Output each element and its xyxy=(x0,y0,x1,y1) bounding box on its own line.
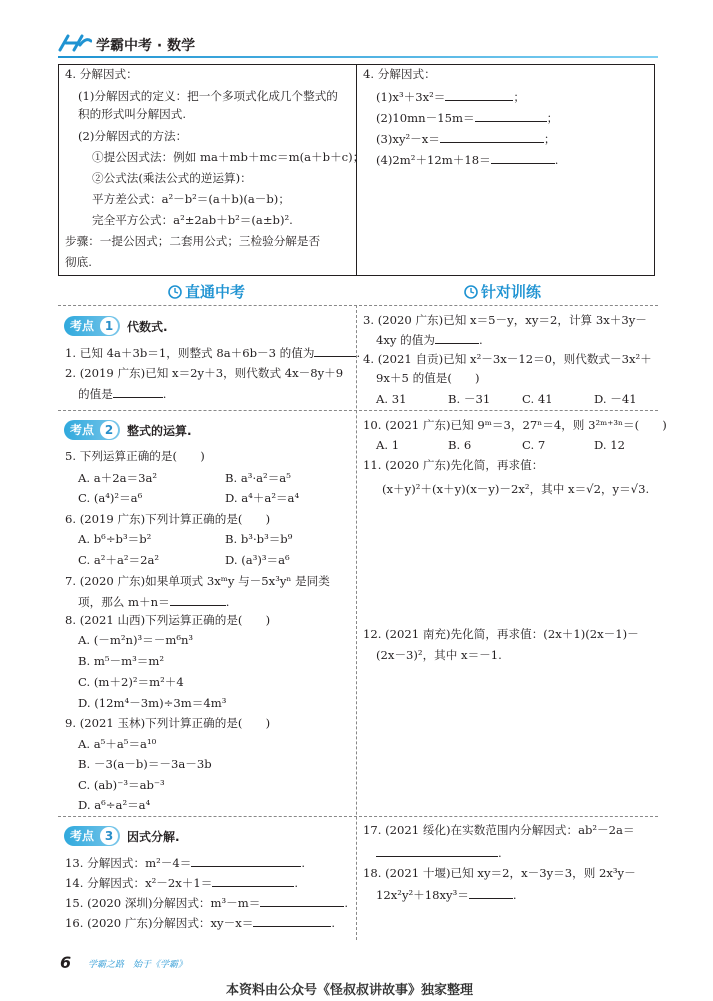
kaodian-badge-2: 考点 2 xyxy=(64,420,120,440)
kaodian-title-2: 整式的运算. xyxy=(127,424,192,438)
q2-line1: 2. (2019 广东)已知 x＝2y＋3，则代数式 4x－8y＋9 xyxy=(65,366,344,380)
sum-left-0: 4. 分解因式： xyxy=(65,67,138,81)
q12-line1: 12. (2021 南充)先化简，再求值：(2x＋1)(2x－1)－ xyxy=(363,627,639,641)
q10-b: B. 6 xyxy=(448,438,472,452)
divider-h2 xyxy=(58,816,658,817)
q17-line2: . xyxy=(376,845,502,861)
q16: 16. (2020 广东)分解因式：xy－x＝ . xyxy=(65,916,336,930)
header-rule xyxy=(58,56,658,58)
sum-left-5: ②公式法(乘法公式的逆运算)： xyxy=(92,171,252,185)
q6-b: B. b³·b³＝b⁹ xyxy=(225,532,293,546)
header-logo xyxy=(58,33,92,53)
sum-left-7: 完全平方公式：a²±2ab＋b²＝(a±b)². xyxy=(92,213,293,227)
q9-b: B. －3(a－b)＝－3a－3b xyxy=(78,757,212,771)
section-left-icon xyxy=(168,284,182,303)
sum-right-2: (2)10mn－15m＝ ； xyxy=(376,111,559,125)
sum-left-2: 积的形式叫分解因式. xyxy=(78,107,187,121)
sum-right-4: (4)2m²＋12m＋18＝ . xyxy=(376,153,559,167)
q14: 14. 分解因式：x²－2x＋1＝ . xyxy=(65,876,299,890)
divider-v xyxy=(356,305,357,940)
q8-b: B. m⁵－m³＝m² xyxy=(78,654,165,668)
logo-icon xyxy=(58,33,92,53)
q4-choice-b: B. －31 xyxy=(448,392,491,406)
q17-line1: 17. (2021 绥化)在实数范围内分解因式：ab²－2a＝ xyxy=(363,823,635,837)
q18-line1: 18. (2021 十堰)已知 xy＝2，x－3y＝3，则 2x³y－ xyxy=(363,866,636,880)
q10-a: A. 1 xyxy=(376,438,400,452)
q4-line1: 4. (2021 自贡)已知 x²－3x－12＝0，则代数式－3x²＋ xyxy=(363,352,652,366)
q5-d: D. a⁴＋a²＝a⁴ xyxy=(225,491,300,505)
q9-c: C. (ab)⁻³＝ab⁻³ xyxy=(78,778,165,792)
sum-left-6: 平方差公式：a²－b²＝(a＋b)(a－b)； xyxy=(92,192,290,206)
q18-line2: 12x²y²＋18xy³＝ . xyxy=(376,888,517,902)
footer-note: 本资料由公众号《怪叔叔讲故事》独家整理 xyxy=(226,983,474,998)
q4-choice-a: A. 31 xyxy=(376,392,407,406)
sum-left-8: 步骤：一提公因式；二套用公式；三检验分解是否 xyxy=(65,234,321,248)
q6-a: A. b⁶÷b³＝b² xyxy=(78,532,152,546)
q8-d: D. (12m⁴－3m)÷3m＝4m³ xyxy=(78,696,227,710)
divider-h1 xyxy=(58,410,658,411)
series-slogan: 学霸之路 始于《学霸》 xyxy=(88,960,188,970)
clock-icon xyxy=(168,285,182,299)
sum-left-1: (1)分解因式的定义：把一个多项式化成几个整式的 xyxy=(78,89,338,103)
section-right-icon xyxy=(464,284,478,303)
sum-right-3: (3)xy²－x＝ ； xyxy=(376,132,556,146)
q5-b: B. a³·a²＝a⁵ xyxy=(225,471,291,485)
q10-c: C. 7 xyxy=(522,438,546,452)
q5: 5. 下列运算正确的是( ) xyxy=(65,449,205,463)
q8: 8. (2021 山西)下列运算正确的是( ) xyxy=(65,613,271,627)
q11-line1: 11. (2020 广东)先化简，再求值： xyxy=(363,458,544,472)
q6: 6. (2019 广东)下列计算正确的是( ) xyxy=(65,512,271,526)
q2-line2: 的值是 . xyxy=(78,387,167,401)
sum-left-9: 彻底. xyxy=(65,255,92,269)
section-right-title: 针对训练 xyxy=(481,283,542,301)
q15: 15. (2020 深圳)分解因式：m³－m＝ . xyxy=(65,896,349,910)
page-number: 6 xyxy=(60,953,72,972)
q10-d: D. 12 xyxy=(594,438,626,452)
clock-icon xyxy=(464,285,478,299)
q8-a: A. (－m²n)³＝－m⁶n³ xyxy=(78,633,194,647)
q12-line2: (2x－3)²，其中 x＝－1. xyxy=(376,648,502,662)
q9-a: A. a⁵＋a⁵＝a¹⁰ xyxy=(78,737,157,751)
kaodian-title-3: 因式分解. xyxy=(127,830,180,844)
q4-choice-d: D. －41 xyxy=(594,392,637,406)
q6-d: D. (a³)³＝a⁶ xyxy=(225,553,290,567)
q7-line1: 7. (2020 广东)如果单项式 3xᵐy 与－5x³yⁿ 是同类 xyxy=(65,574,330,588)
q3-line2: 4xy 的值为 . xyxy=(376,333,483,347)
q13: 13. 分解因式：m²－4＝ . xyxy=(65,856,305,870)
sum-left-3: (2)分解因式的方法： xyxy=(78,129,188,143)
q8-c: C. (m＋2)²＝m²＋4 xyxy=(78,675,184,689)
q5-c: C. (a⁴)²＝a⁶ xyxy=(78,491,143,505)
q4-line2: 9x＋5 的值是( ) xyxy=(376,371,480,385)
summary-divider xyxy=(356,64,357,275)
q5-a: A. a＋2a＝3a² xyxy=(78,471,158,485)
divider-h0 xyxy=(58,305,658,306)
q6-c: C. a²＋a²＝2a² xyxy=(78,553,160,567)
q9: 9. (2021 玉林)下列计算正确的是( ) xyxy=(65,716,271,730)
kaodian-badge-3: 考点 3 xyxy=(64,826,120,846)
q10: 10. (2021 广东)已知 9ᵐ＝3，27ⁿ＝4，则 3²ᵐ⁺³ⁿ＝( ) xyxy=(363,418,667,432)
kaodian-title-1: 代数式. xyxy=(127,320,168,334)
q9-d: D. a⁶÷a²＝a⁴ xyxy=(78,798,151,812)
sum-left-4: ①提公因式法：例如 ma＋mb＋mc＝m(a＋b＋c)； xyxy=(92,150,365,164)
q4-choice-c: C. 41 xyxy=(522,392,553,406)
section-left-title: 直通中考 xyxy=(185,283,246,301)
q1: 1. 已知 4a＋3b＝1，则整式 8a＋6b－3 的值为 . xyxy=(65,346,361,360)
kaodian-badge-1: 考点 1 xyxy=(64,316,120,336)
q11-line2: (x＋y)²＋(x＋y)(x－y)－2x²，其中 x＝√2，y＝√3. xyxy=(382,482,650,496)
q7-line2: 项，那么 m＋n＝ . xyxy=(78,595,230,609)
header-title: 学霸中考 · 数学 xyxy=(96,38,196,54)
sum-right-1: (1)x³＋3x²＝ ； xyxy=(376,90,525,104)
sum-right-0: 4. 分解因式： xyxy=(363,67,436,81)
q3-line1: 3. (2020 广东)已知 x＝5－y，xy＝2，计算 3x＋3y－ xyxy=(363,313,647,327)
